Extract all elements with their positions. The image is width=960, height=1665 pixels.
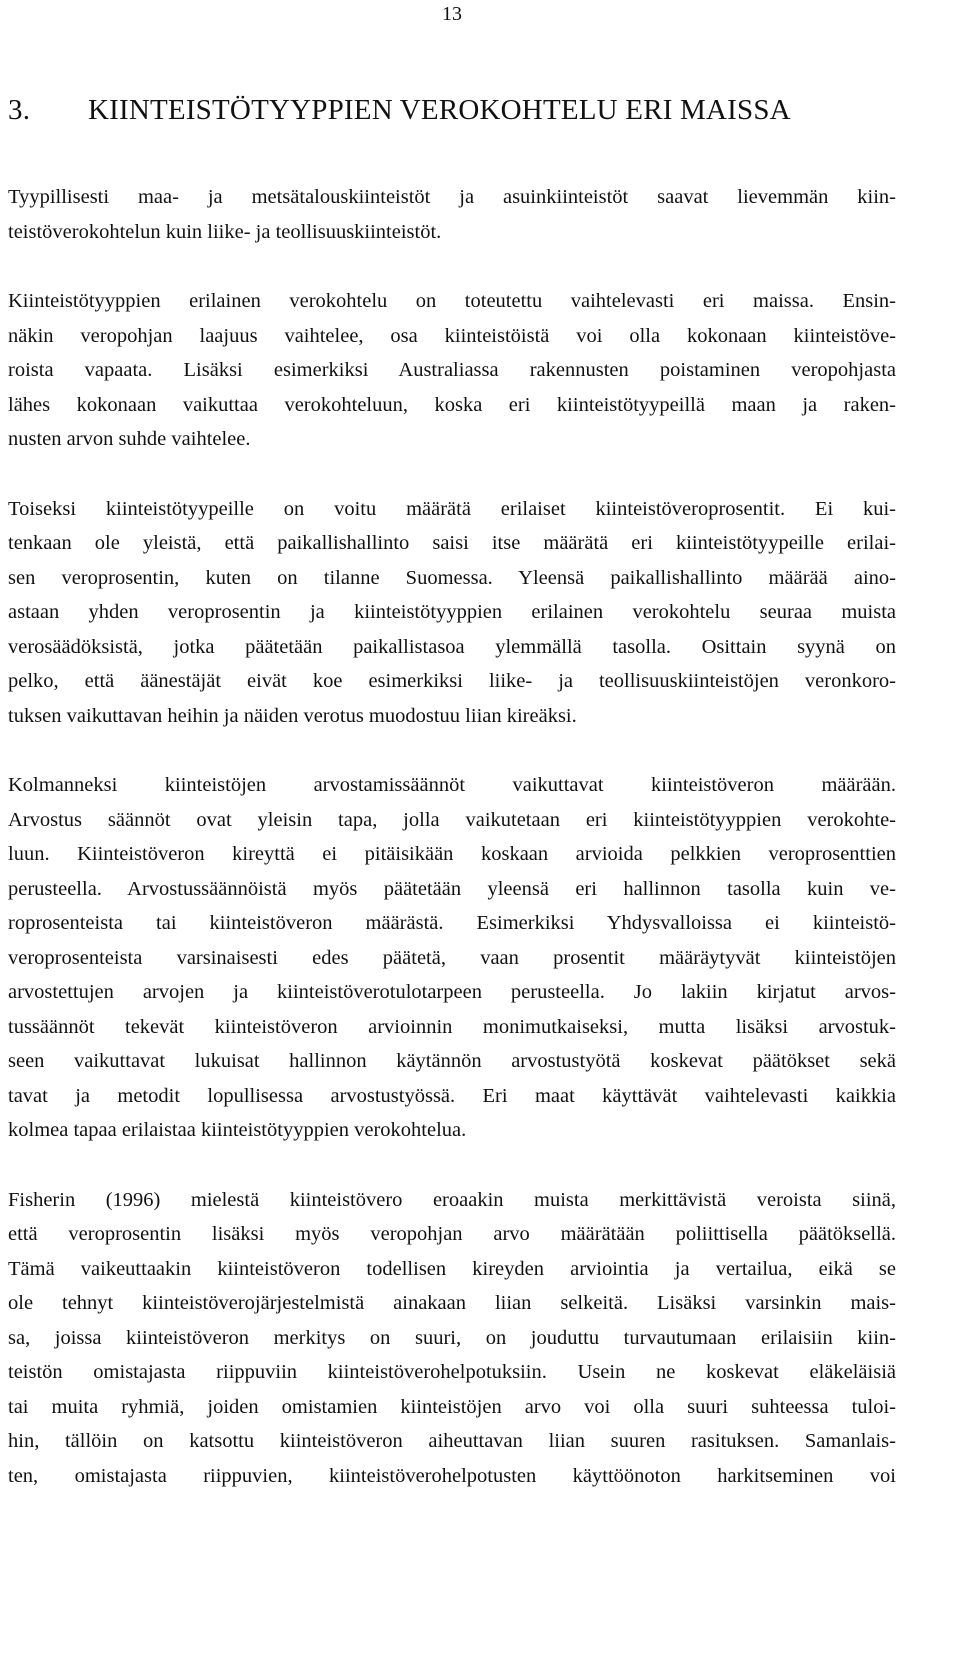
text-line: Tämä vaikeuttaakin kiinteistöveron todellisen kireyden arviointia ja vertailua, eikä se [8,1257,896,1280]
text-line: verosäädöksistä, jotka päätetään paikallistasoa ylemmällä tasolla. Osittain syynä on [8,635,896,658]
body-text [8,180,896,1528]
text-line: Fisherin (1996) mielestä kiinteistövero eroaakin muista merkittävistä veroista siinä, [8,1188,896,1211]
text-line: pelko, että äänestäjät eivät koe esimerkiksi liike- ja teollisuuskiinteistöjen veronkoro- [8,670,896,692]
text-line: tuksen vaikuttavan heihin ja näiden verotus muodostuu liian kireäksi. [8,704,577,727]
text-line: astaan yhden veroprosentin ja kiinteistötyyppien erilainen verokohtelu seuraa muista [8,601,896,623]
text-line: ten, omistajasta riippuvien, kiinteistöverohelpotusten käyttöönoton harkitseminen voi [8,1464,896,1487]
text-line: lähes kokonaan vaikuttaa verokohteluun, koska eri kiinteistötyypeillä maan ja raken- [8,393,896,416]
text-line: veroprosenteista varsinaisesti edes päätetä, vaan prosentit määräytyvät kiinteistöjen [8,946,896,969]
paragraph [8,180,896,249]
text-line: Kiinteistötyyppien erilainen verokohtelu on toteutettu vaihtelevasti eri maissa. Ensin- [8,290,896,312]
section-heading [8,92,898,128]
text-line: tai muita ryhmiä, joiden omistamien kiinteistöjen arvo voi olla suuri suhteessa tuloi- [8,1395,896,1418]
text-line: tavat ja metodit lopullisessa arvostustyössä. Eri maat käyttävät vaihtelevasti kaikkia [8,1084,896,1107]
text-line: sen veroprosentin, kuten on tilanne Suomessa. Yleensä paikallishallinto määrää aino- [8,566,896,589]
text-line: roprosenteista tai kiinteistöveron määrästä. Esimerkiksi Yhdysvalloissa ei kiinteistö- [8,912,896,934]
text-line: nusten arvon suhde vaihtelee. [8,428,251,450]
text-line: että veroprosentin lisäksi myös veropohjan arvo määrätään poliittisella päätöksellä. [8,1223,896,1245]
text-line: tenkaan ole yleistä, että paikallishallinto saisi itse määrätä eri kiinteistötyypeille erilai- [8,532,896,554]
paragraph [8,1183,896,1494]
text-line: perusteella. Arvostussäännöistä myös päätetään yleensä eri hallinnon tasolla kuin ve- [8,877,896,900]
text-line: Arvostus säännöt ovat yleisin tapa, jolla vaikutetaan eri kiinteistötyyppien verokohte- [8,808,896,831]
paragraph [8,284,896,457]
text-line: ole tehnyt kiinteistöverojärjestelmistä ainakaan liian selkeitä. Lisäksi varsinkin mais- [8,1292,896,1314]
text-line: teistön omistajasta riippuviin kiinteistöverohelpotuksiin. Usein ne koskevat eläkeläisiä [8,1361,896,1383]
text-line: seen vaikuttavat lukuisat hallinnon käytännön arvostustyötä koskevat päätökset sekä [8,1050,896,1072]
text-line: hin, tällöin on katsottu kiinteistöveron aiheuttavan liian suuren rasituksen. Samanlais- [8,1430,896,1452]
text-line: teistöverokohtelun kuin liike- ja teollisuuskiinteistöt. [8,220,442,243]
text-line: luun. Kiinteistöveron kireyttä ei pitäisikään koskaan arvioida pelkkien veroprosenttien [8,843,896,865]
text-line: tussäännöt tekevät kiinteistöveron arvioinnin monimutkaiseksi, mutta lisäksi arvostuk- [8,1015,896,1038]
paragraph [8,492,896,734]
text-line: Toiseksi kiinteistötyypeille on voitu määrätä erilaiset kiinteistöveroprosentit. Ei kui- [8,497,896,520]
text-line: Tyypillisesti maa- ja metsätalouskiinteistöt ja asuinkiinteistöt saavat lievemmän kiin- [8,186,896,208]
text-line: näkin veropohjan laajuus vaihtelee, osa kiinteistöistä voi olla kokonaan kiinteistöve- [8,324,896,347]
text-line: arvostettujen arvojen ja kiinteistöverotulotarpeen perusteella. Jo lakiin kirjatut arvos- [8,981,896,1003]
page-number: 13 [442,3,462,25]
paragraph [8,768,896,1148]
text-line: Kolmanneksi kiinteistöjen arvostamissäännöt vaikuttavat kiinteistöveron määrään. [8,774,896,796]
text-line: kolmea tapaa erilaistaa kiinteistötyyppien verokohtelua. [8,1119,467,1141]
text-line: sa, joissa kiinteistöveron merkitys on suuri, on jouduttu turvautumaan erilaisiin kiin- [8,1326,896,1349]
text-line: roista vapaata. Lisäksi esimerkiksi Australiassa rakennusten poistaminen veropohjasta [8,359,896,381]
section-title: KIINTEISTÖTYYPPIEN VEROKOHTELU ERI MAISSA [88,94,791,126]
section-number: 3. [8,94,31,126]
